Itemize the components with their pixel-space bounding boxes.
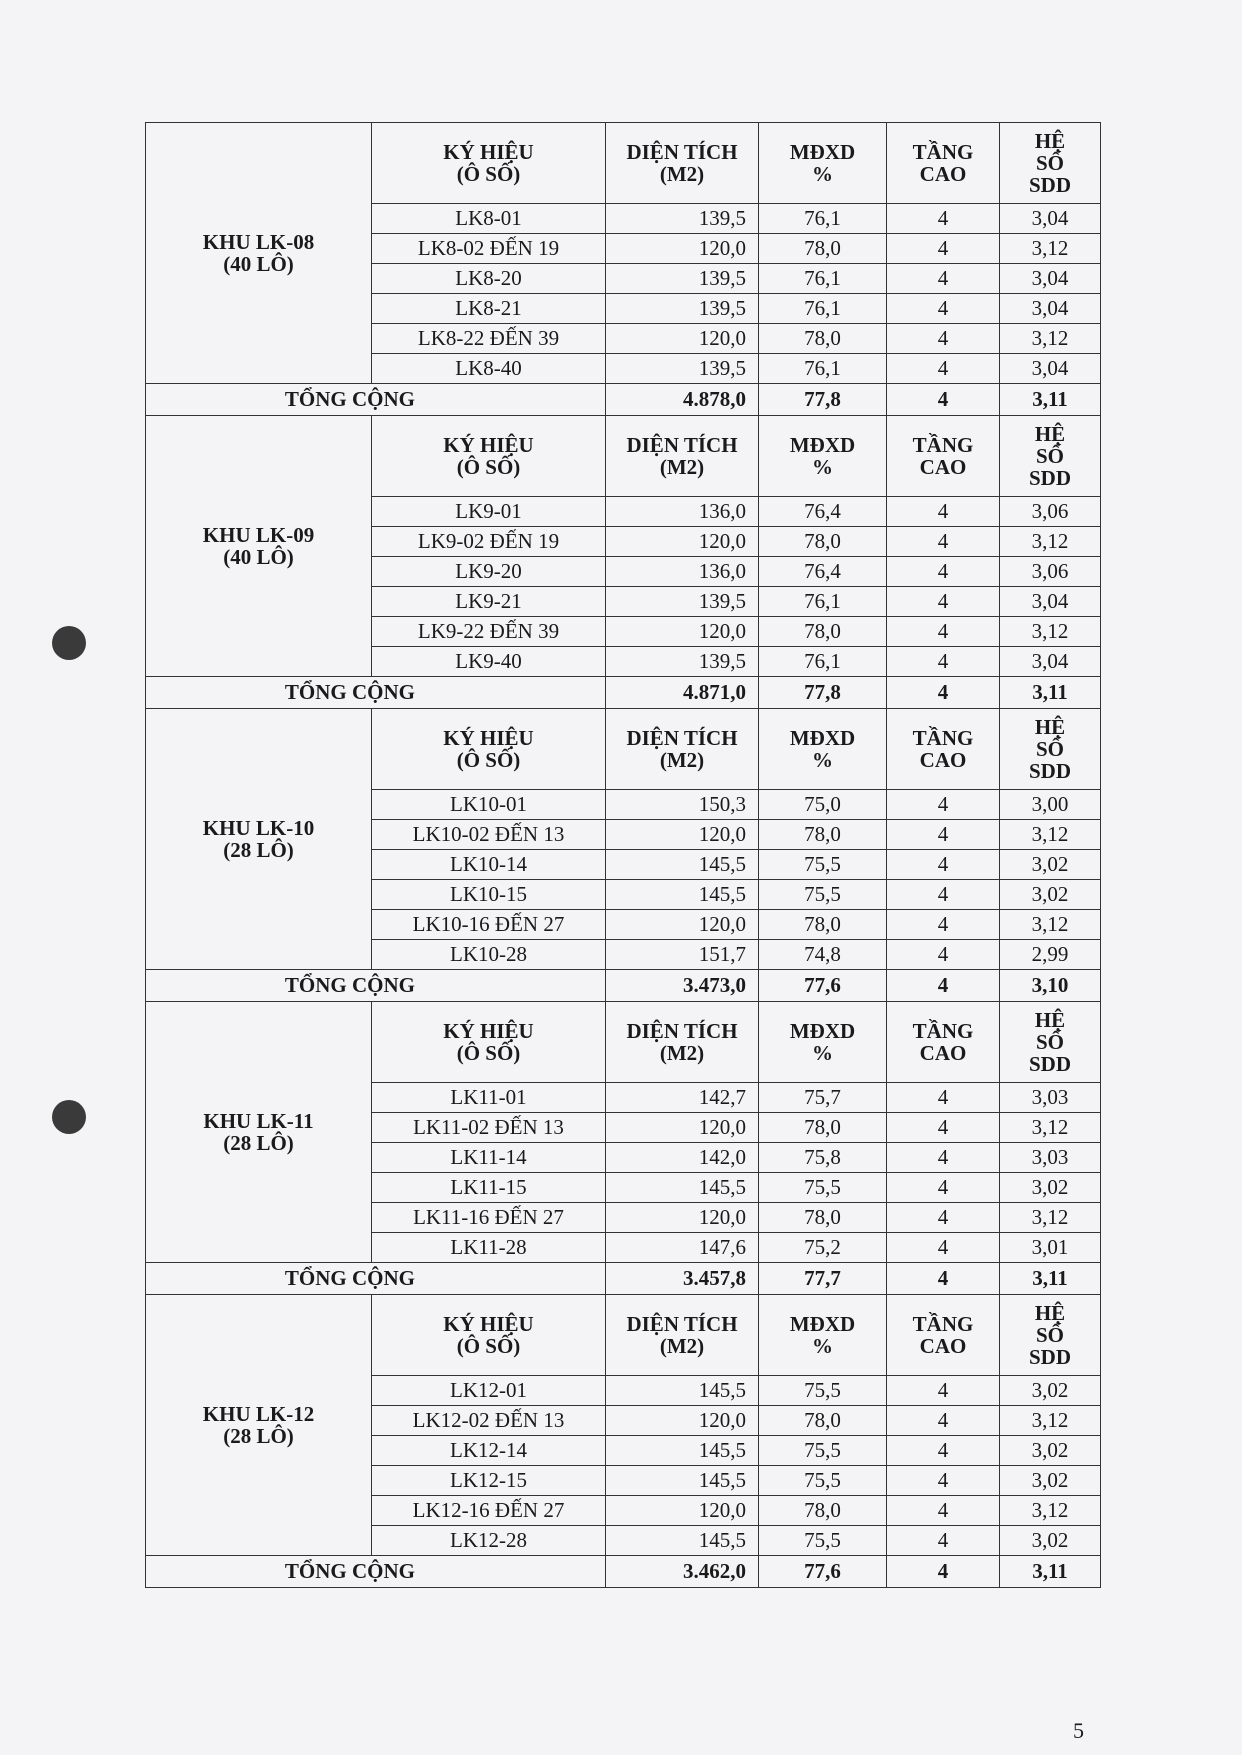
cell-density: 75,0	[759, 790, 887, 820]
total-label: TỔNG CỘNG	[146, 384, 606, 416]
cell-floors: 4	[887, 790, 1000, 820]
page-number: 5	[1073, 1718, 1084, 1743]
total-row	[146, 677, 1101, 709]
total-far: 3,11	[1000, 384, 1101, 416]
cell-floors: 4	[887, 820, 1000, 850]
total-density: 77,8	[759, 384, 887, 416]
cell-symbol: LK12-28	[372, 1526, 606, 1556]
header-far: HỆ SỐ SDD	[1000, 123, 1101, 204]
cell-symbol: LK11-14	[372, 1143, 606, 1173]
cell-symbol: LK9-21	[372, 587, 606, 617]
header-density: MĐXD %	[759, 709, 887, 790]
cell-density: 78,0	[759, 527, 887, 557]
cell-density: 75,5	[759, 1526, 887, 1556]
cell-far: 3,04	[1000, 264, 1101, 294]
cell-area: 136,0	[606, 497, 759, 527]
total-density: 77,6	[759, 970, 887, 1002]
header-area: DIỆN TÍCH (M2)	[606, 1002, 759, 1083]
cell-density: 75,5	[759, 1173, 887, 1203]
header-floors: TẦNG CAO	[887, 1002, 1000, 1083]
cell-density: 76,1	[759, 647, 887, 677]
cell-floors: 4	[887, 1113, 1000, 1143]
cell-density: 76,4	[759, 557, 887, 587]
cell-area: 139,5	[606, 354, 759, 384]
cell-floors: 4	[887, 617, 1000, 647]
cell-far: 3,06	[1000, 497, 1101, 527]
cell-far: 3,12	[1000, 1203, 1101, 1233]
cell-area: 139,5	[606, 587, 759, 617]
cell-area: 120,0	[606, 527, 759, 557]
cell-density: 75,8	[759, 1143, 887, 1173]
total-floors: 4	[887, 1556, 1000, 1588]
cell-area: 150,3	[606, 790, 759, 820]
cell-area: 120,0	[606, 1113, 759, 1143]
cell-symbol: LK10-15	[372, 880, 606, 910]
cell-far: 3,06	[1000, 557, 1101, 587]
cell-far: 3,02	[1000, 1466, 1101, 1496]
total-area: 3.457,8	[606, 1263, 759, 1295]
cell-symbol: LK10-02 ĐẾN 13	[372, 820, 606, 850]
cell-density: 78,0	[759, 1406, 887, 1436]
total-floors: 4	[887, 384, 1000, 416]
cell-symbol: LK10-14	[372, 850, 606, 880]
total-floors: 4	[887, 1263, 1000, 1295]
total-row	[146, 1556, 1101, 1588]
cell-density: 76,4	[759, 497, 887, 527]
cell-symbol: LK9-02 ĐẾN 19	[372, 527, 606, 557]
zone-header-row	[146, 1002, 1101, 1083]
cell-area: 145,5	[606, 1173, 759, 1203]
cell-floors: 4	[887, 204, 1000, 234]
cell-floors: 4	[887, 1083, 1000, 1113]
cell-area: 120,0	[606, 324, 759, 354]
cell-density: 76,1	[759, 294, 887, 324]
total-row	[146, 384, 1101, 416]
header-area: DIỆN TÍCH (M2)	[606, 123, 759, 204]
cell-area: 151,7	[606, 940, 759, 970]
cell-symbol: LK12-01	[372, 1376, 606, 1406]
header-far: HỆ SỐ SDD	[1000, 709, 1101, 790]
cell-floors: 4	[887, 1436, 1000, 1466]
cell-far: 3,12	[1000, 1406, 1101, 1436]
header-floors: TẦNG CAO	[887, 709, 1000, 790]
total-area: 4.871,0	[606, 677, 759, 709]
cell-density: 75,5	[759, 880, 887, 910]
cell-far: 3,03	[1000, 1143, 1101, 1173]
cell-area: 120,0	[606, 617, 759, 647]
cell-floors: 4	[887, 1496, 1000, 1526]
cell-symbol: LK8-01	[372, 204, 606, 234]
header-symbol: KÝ HIỆU (Ô SỐ)	[372, 416, 606, 497]
cell-area: 120,0	[606, 820, 759, 850]
cell-symbol: LK11-02 ĐẾN 13	[372, 1113, 606, 1143]
cell-symbol: LK8-40	[372, 354, 606, 384]
cell-far: 3,12	[1000, 1496, 1101, 1526]
zone-label: KHU LK-10 (28 LÔ)	[146, 709, 372, 970]
cell-density: 75,7	[759, 1083, 887, 1113]
cell-density: 76,1	[759, 587, 887, 617]
cell-area: 120,0	[606, 1406, 759, 1436]
total-label: TỔNG CỘNG	[146, 970, 606, 1002]
cell-density: 76,1	[759, 204, 887, 234]
cell-floors: 4	[887, 557, 1000, 587]
header-symbol: KÝ HIỆU (Ô SỐ)	[372, 709, 606, 790]
cell-symbol: LK12-14	[372, 1436, 606, 1466]
cell-symbol: LK10-01	[372, 790, 606, 820]
cell-symbol: LK11-15	[372, 1173, 606, 1203]
cell-symbol: LK11-16 ĐẾN 27	[372, 1203, 606, 1233]
cell-area: 145,5	[606, 1376, 759, 1406]
cell-floors: 4	[887, 1406, 1000, 1436]
cell-far: 3,12	[1000, 820, 1101, 850]
cell-density: 78,0	[759, 234, 887, 264]
cell-floors: 4	[887, 1173, 1000, 1203]
cell-symbol: LK9-22 ĐẾN 39	[372, 617, 606, 647]
cell-area: 147,6	[606, 1233, 759, 1263]
cell-floors: 4	[887, 1526, 1000, 1556]
total-far: 3,11	[1000, 1263, 1101, 1295]
cell-symbol: LK11-01	[372, 1083, 606, 1113]
cell-symbol: LK8-22 ĐẾN 39	[372, 324, 606, 354]
zone-header-row	[146, 416, 1101, 497]
zone-label: KHU LK-12 (28 LÔ)	[146, 1295, 372, 1556]
total-density: 77,6	[759, 1556, 887, 1588]
header-area: DIỆN TÍCH (M2)	[606, 1295, 759, 1376]
cell-density: 75,5	[759, 850, 887, 880]
cell-far: 3,00	[1000, 790, 1101, 820]
total-label: TỔNG CỘNG	[146, 677, 606, 709]
cell-symbol: LK8-02 ĐẾN 19	[372, 234, 606, 264]
cell-floors: 4	[887, 910, 1000, 940]
cell-area: 139,5	[606, 264, 759, 294]
header-floors: TẦNG CAO	[887, 123, 1000, 204]
zone-header-row	[146, 709, 1101, 790]
total-density: 77,7	[759, 1263, 887, 1295]
cell-area: 145,5	[606, 1436, 759, 1466]
cell-floors: 4	[887, 234, 1000, 264]
header-symbol: KÝ HIỆU (Ô SỐ)	[372, 1295, 606, 1376]
cell-floors: 4	[887, 1143, 1000, 1173]
cell-floors: 4	[887, 324, 1000, 354]
header-far: HỆ SỐ SDD	[1000, 1295, 1101, 1376]
cell-symbol: LK8-21	[372, 294, 606, 324]
header-far: HỆ SỐ SDD	[1000, 416, 1101, 497]
cell-floors: 4	[887, 264, 1000, 294]
cell-far: 3,12	[1000, 234, 1101, 264]
cell-density: 76,1	[759, 264, 887, 294]
punch-hole-bottom	[52, 1100, 86, 1134]
total-floors: 4	[887, 677, 1000, 709]
cell-density: 78,0	[759, 1203, 887, 1233]
cell-density: 78,0	[759, 820, 887, 850]
cell-area: 120,0	[606, 910, 759, 940]
header-far: HỆ SỐ SDD	[1000, 1002, 1101, 1083]
header-floors: TẦNG CAO	[887, 1295, 1000, 1376]
header-density: MĐXD %	[759, 123, 887, 204]
cell-area: 139,5	[606, 647, 759, 677]
cell-symbol: LK12-15	[372, 1466, 606, 1496]
cell-symbol: LK8-20	[372, 264, 606, 294]
cell-density: 75,2	[759, 1233, 887, 1263]
cell-far: 2,99	[1000, 940, 1101, 970]
cell-far: 3,04	[1000, 204, 1101, 234]
cell-area: 145,5	[606, 1466, 759, 1496]
cell-floors: 4	[887, 850, 1000, 880]
cell-far: 3,12	[1000, 910, 1101, 940]
cell-symbol: LK12-16 ĐẾN 27	[372, 1496, 606, 1526]
cell-far: 3,12	[1000, 324, 1101, 354]
cell-area: 139,5	[606, 204, 759, 234]
cell-far: 3,04	[1000, 587, 1101, 617]
cell-far: 3,01	[1000, 1233, 1101, 1263]
cell-far: 3,12	[1000, 527, 1101, 557]
total-far: 3,11	[1000, 677, 1101, 709]
total-far: 3,10	[1000, 970, 1101, 1002]
cell-far: 3,02	[1000, 1436, 1101, 1466]
header-area: DIỆN TÍCH (M2)	[606, 416, 759, 497]
cell-area: 142,7	[606, 1083, 759, 1113]
total-label: TỔNG CỘNG	[146, 1556, 606, 1588]
cell-symbol: LK9-20	[372, 557, 606, 587]
cell-floors: 4	[887, 1466, 1000, 1496]
total-label: TỔNG CỘNG	[146, 1263, 606, 1295]
header-density: MĐXD %	[759, 1002, 887, 1083]
cell-density: 78,0	[759, 617, 887, 647]
zone-label: KHU LK-09 (40 LÔ)	[146, 416, 372, 677]
cell-floors: 4	[887, 880, 1000, 910]
total-density: 77,8	[759, 677, 887, 709]
cell-density: 78,0	[759, 910, 887, 940]
header-area: DIỆN TÍCH (M2)	[606, 709, 759, 790]
total-floors: 4	[887, 970, 1000, 1002]
header-symbol: KÝ HIỆU (Ô SỐ)	[372, 123, 606, 204]
total-row	[146, 1263, 1101, 1295]
cell-far: 3,02	[1000, 1376, 1101, 1406]
cell-density: 75,5	[759, 1376, 887, 1406]
cell-far: 3,12	[1000, 617, 1101, 647]
lot-statistics-table	[145, 122, 1101, 1588]
cell-floors: 4	[887, 1376, 1000, 1406]
cell-area: 145,5	[606, 850, 759, 880]
cell-floors: 4	[887, 354, 1000, 384]
cell-area: 142,0	[606, 1143, 759, 1173]
total-far: 3,11	[1000, 1556, 1101, 1588]
zone-header-row	[146, 1295, 1101, 1376]
cell-far: 3,04	[1000, 647, 1101, 677]
cell-floors: 4	[887, 497, 1000, 527]
cell-area: 120,0	[606, 234, 759, 264]
cell-floors: 4	[887, 587, 1000, 617]
total-area: 3.473,0	[606, 970, 759, 1002]
cell-symbol: LK9-01	[372, 497, 606, 527]
cell-area: 136,0	[606, 557, 759, 587]
cell-area: 120,0	[606, 1203, 759, 1233]
cell-density: 74,8	[759, 940, 887, 970]
cell-symbol: LK10-16 ĐẾN 27	[372, 910, 606, 940]
cell-floors: 4	[887, 294, 1000, 324]
cell-far: 3,02	[1000, 1526, 1101, 1556]
total-area: 3.462,0	[606, 1556, 759, 1588]
cell-density: 78,0	[759, 1496, 887, 1526]
cell-symbol: LK9-40	[372, 647, 606, 677]
cell-far: 3,12	[1000, 1113, 1101, 1143]
cell-floors: 4	[887, 1233, 1000, 1263]
total-row	[146, 970, 1101, 1002]
cell-density: 78,0	[759, 1113, 887, 1143]
cell-floors: 4	[887, 647, 1000, 677]
cell-floors: 4	[887, 1203, 1000, 1233]
cell-area: 120,0	[606, 1496, 759, 1526]
cell-far: 3,02	[1000, 850, 1101, 880]
total-area: 4.878,0	[606, 384, 759, 416]
cell-far: 3,03	[1000, 1083, 1101, 1113]
cell-floors: 4	[887, 940, 1000, 970]
cell-far: 3,04	[1000, 294, 1101, 324]
cell-density: 75,5	[759, 1436, 887, 1466]
punch-hole-top	[52, 626, 86, 660]
cell-symbol: LK11-28	[372, 1233, 606, 1263]
zone-label: KHU LK-08 (40 LÔ)	[146, 123, 372, 384]
cell-far: 3,02	[1000, 880, 1101, 910]
zone-label: KHU LK-11 (28 LÔ)	[146, 1002, 372, 1263]
header-symbol: KÝ HIỆU (Ô SỐ)	[372, 1002, 606, 1083]
cell-area: 145,5	[606, 1526, 759, 1556]
cell-density: 75,5	[759, 1466, 887, 1496]
cell-area: 145,5	[606, 880, 759, 910]
cell-floors: 4	[887, 527, 1000, 557]
cell-density: 78,0	[759, 324, 887, 354]
cell-far: 3,04	[1000, 354, 1101, 384]
header-density: MĐXD %	[759, 1295, 887, 1376]
cell-symbol: LK12-02 ĐẾN 13	[372, 1406, 606, 1436]
cell-density: 76,1	[759, 354, 887, 384]
cell-far: 3,02	[1000, 1173, 1101, 1203]
cell-symbol: LK10-28	[372, 940, 606, 970]
header-floors: TẦNG CAO	[887, 416, 1000, 497]
cell-area: 139,5	[606, 294, 759, 324]
header-density: MĐXD %	[759, 416, 887, 497]
zone-header-row	[146, 123, 1101, 204]
